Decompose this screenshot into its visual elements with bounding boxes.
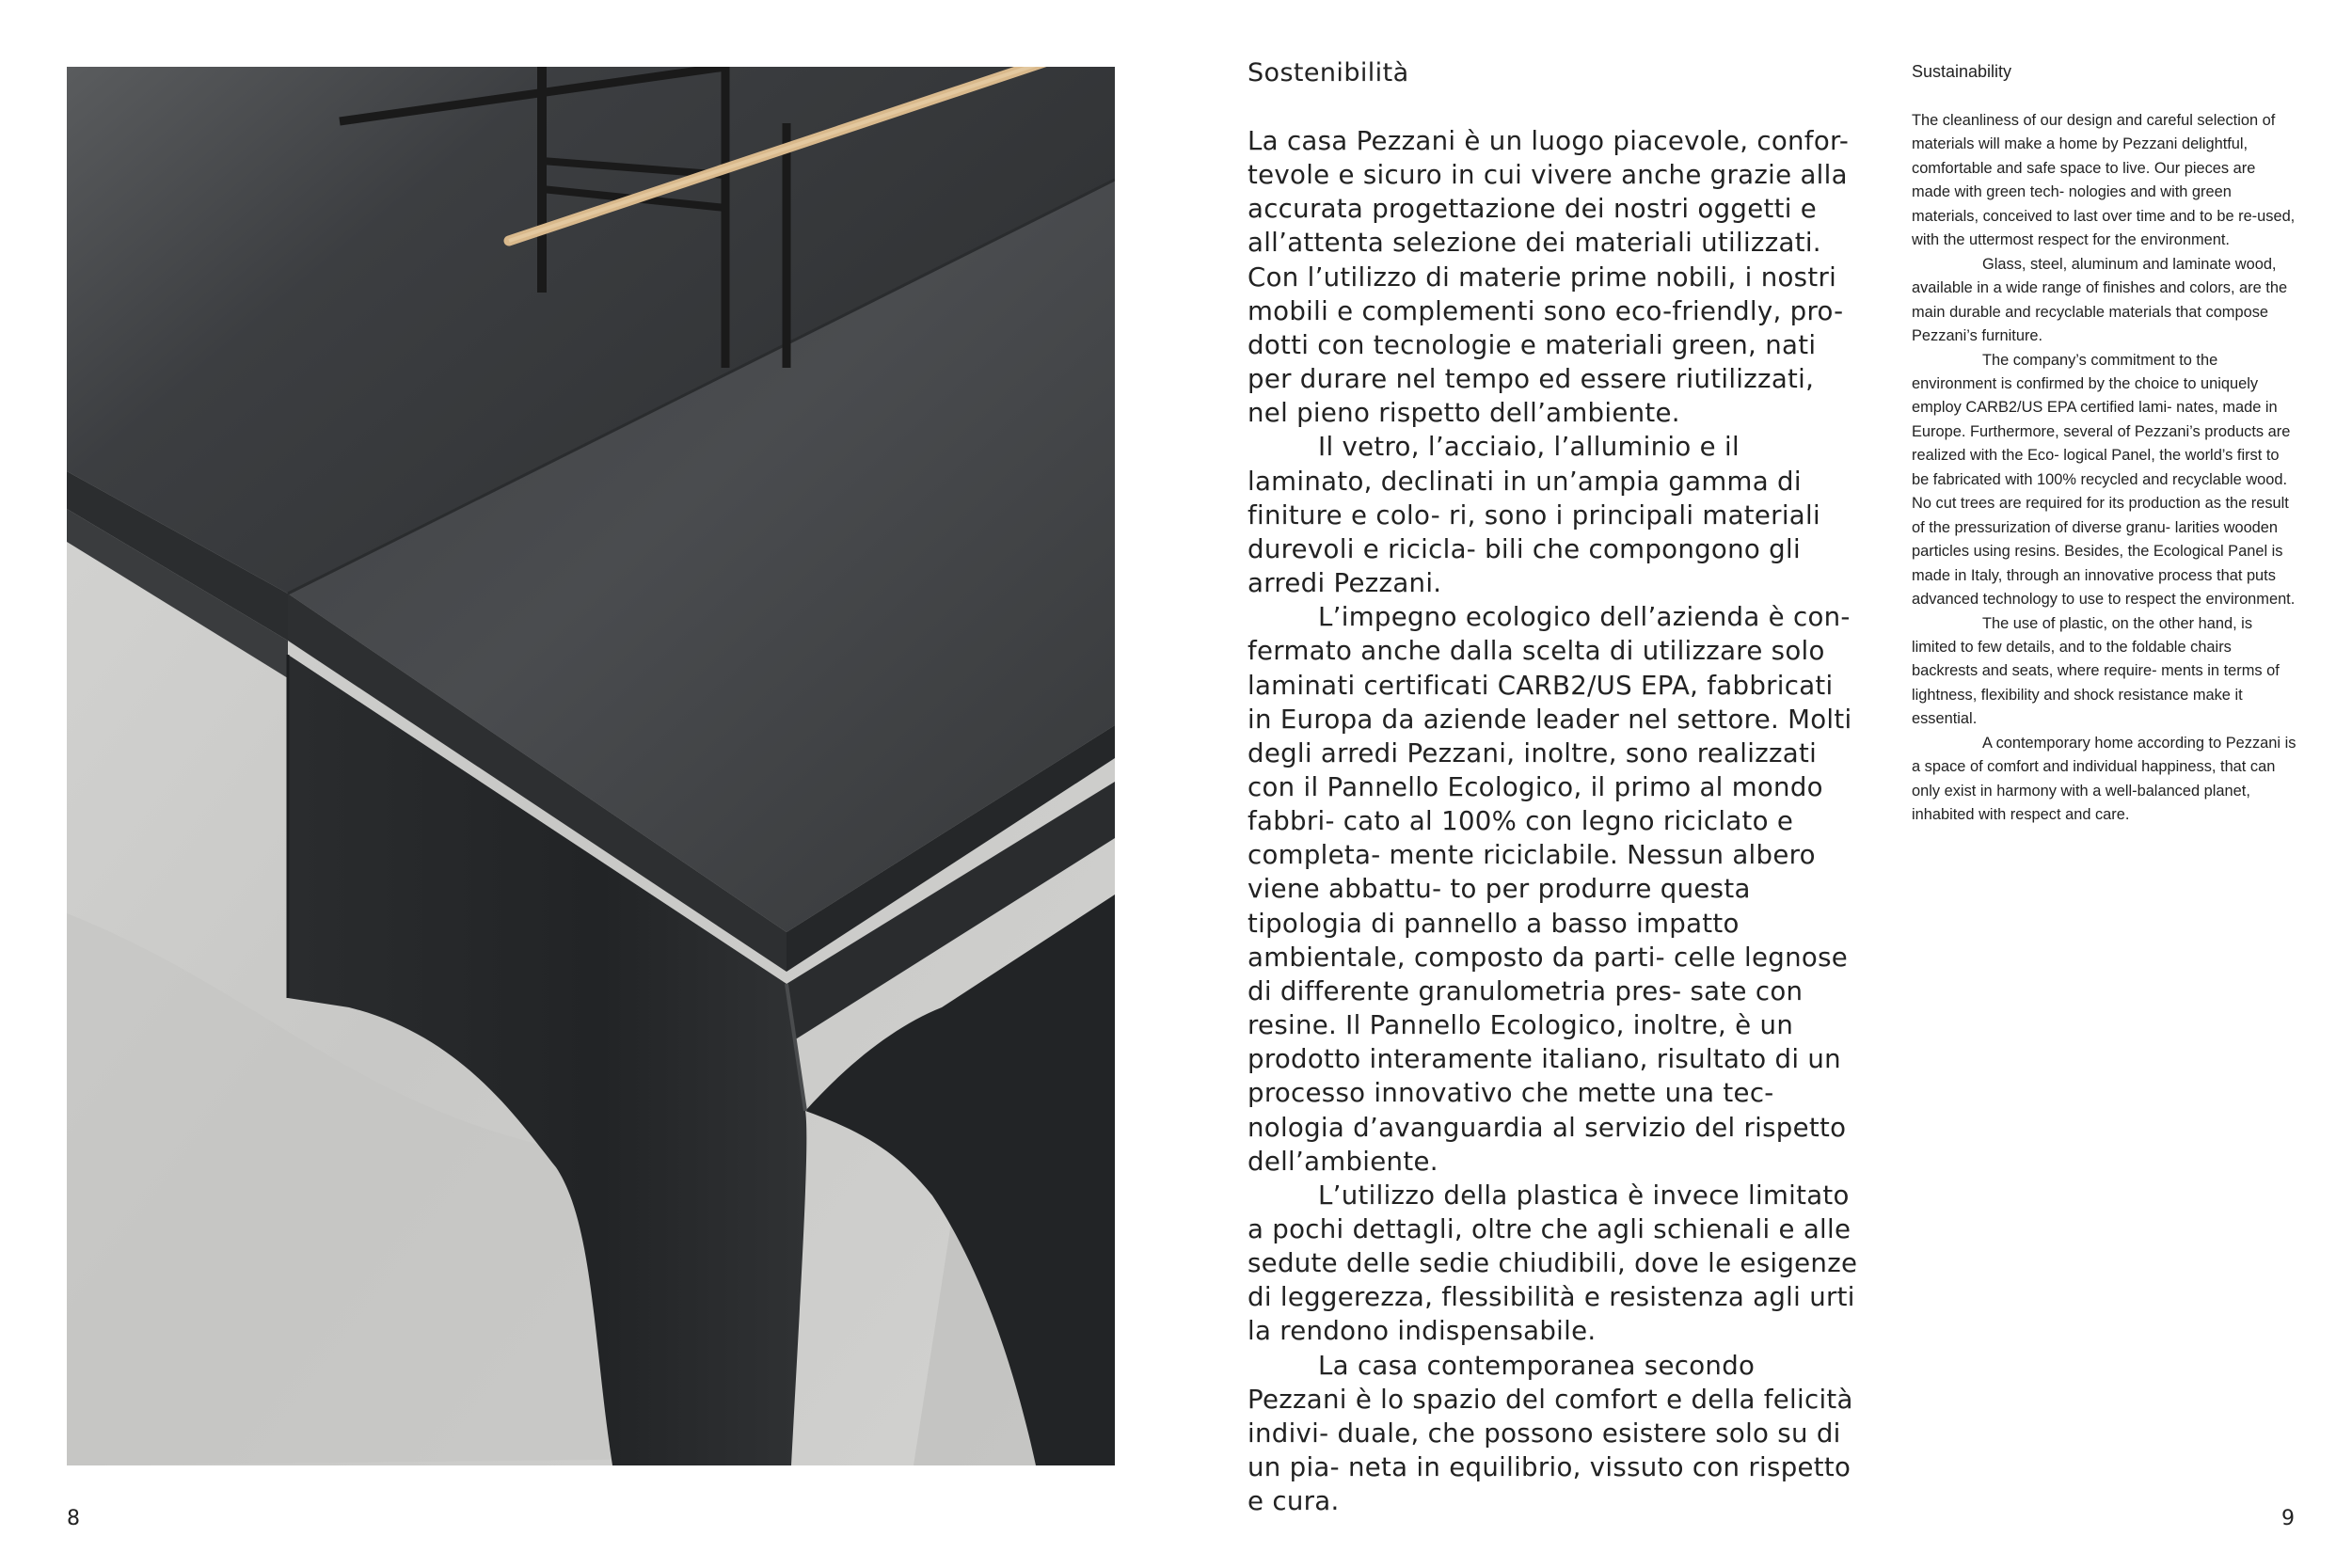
table-illustration — [67, 67, 1115, 1465]
page-number-left: 8 — [67, 1507, 80, 1530]
english-paragraph: The use of plastic, on the other hand, is limited to few details, and to the foldable chairs backrests and seats, where require- ments in terms of lightness, flexibility and shock resistance make it essential. — [1912, 614, 2280, 728]
english-body — [1912, 109, 2297, 828]
english-paragraph: Glass, steel, aluminum and laminate wood, available in a wide range of finishes and colors, are the main durable and recyclable materials that compose Pezzani’s furniture. — [1912, 255, 2288, 345]
table-photo — [67, 67, 1115, 1465]
italian-paragraph: L’impegno ecologico dell’azienda è con- fermato anche dalla scelta di utilizzare solo laminati certificati CARB2/US EPA, fabbricati in Europa da aziende leader nel settore. Molti degli arredi Pezzani, inoltre, sono realizzati con il Pannello Ecologico, il primo al mondo fabbri- cato al 100% con legno riciclato e completa- mente riciclabile. Nessun albero viene abbattu- to per produrre questa tipologia di pannello a basso impatto ambientale, composto da parti- celle legnose di differente granulometria pres- sate con resine. Il Pannello Ecologico, inoltre, è un prodotto interamente italiano, risultato di un processo innovativo che mette una tec- nologia d’avanguardia al servizio del rispetto dell’ambiente. — [1248, 601, 1852, 1177]
italian-paragraph: La casa Pezzani è un luogo piacevole, confor- tevole e sicuro in cui vivere anche grazie alla accurata progettazione dei nostri oggetti e all’attenta selezione dei materiali utilizzati. Con l’utilizzo di materie prime nobili, i nostri mobili e complementi sono eco-friendly, pro- dotti con tecnologie e materiali green, nati per durare nel tempo ed essere riutilizzati, nel pieno rispetto dell’ambiente. — [1248, 125, 1850, 429]
english-paragraph: A contemporary home according to Pezzani is a space of comfort and individual happiness, that can only exist in harmony with a well-balanced planet, inhabited with respect and care. — [1912, 734, 2296, 824]
italian-title: Sostenibilità — [1248, 58, 1409, 87]
italian-paragraph: La casa contemporanea secondo Pezzani è lo spazio del comfort e della felicità indivi- duale, che possono esistere solo su di un pia- neta in equilibrio, vissuto con rispetto e cura. — [1248, 1349, 1853, 1517]
italian-paragraph: Il vetro, l’acciaio, l’alluminio e il laminato, declinati in un’ampia gamma di finiture e colo- ri, sono i principali materiali durevoli e ricicla- bili che compongono gli arredi Pezzani. — [1248, 431, 1820, 599]
english-paragraph: The company’s commitment to the environment is confirmed by the choice to uniquely employ CARB2/US EPA certified lami- nates, made in Europe. Furthermore, several of Pezzani’s products are realized with the Eco- logical Panel, the world’s first to be fabricated with 100% recycled and recyclable wood. No cut trees are required for its production as the result of the pressurization of diverse granu- larities wooden particles using resins. Besides, the Ecological Panel is made in Italy, through an innovative process that puts advanced technology to use to respect the environment. — [1912, 351, 2296, 609]
english-paragraph: The cleanliness of our design and careful selection of materials will make a home by Pezzani delightful, comfortable and safe space to live. Our pieces are made with green tech- nologies and with green materials, conceived to last over time and to be re-used, with the uttermost respect for the environment. — [1912, 112, 2296, 249]
english-title: Sustainability — [1912, 62, 2012, 81]
page-number-right: 9 — [2281, 1507, 2295, 1530]
italian-paragraph: L’utilizzo della plastica è invece limitato a pochi dettagli, oltre che agli schienali e alle sedute delle sedie chiudibili, dove le esigenze di leggerezza, flessibilità e resistenza agli urti la rendono indispensabile. — [1248, 1179, 1858, 1347]
italian-body — [1248, 124, 1859, 1518]
